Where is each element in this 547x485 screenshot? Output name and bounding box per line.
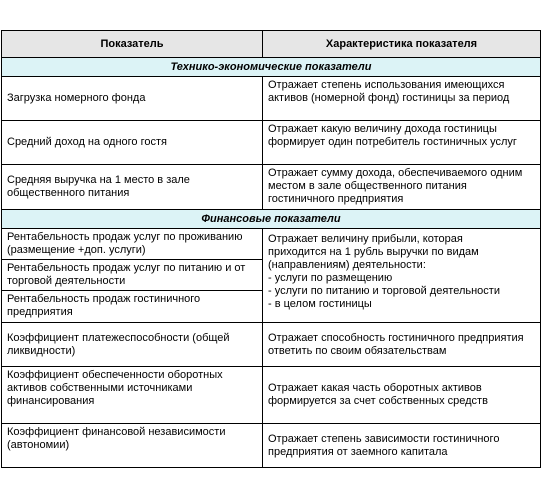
- description-line: - услуги по размещению: [268, 272, 393, 284]
- indicator-cell: Рентабельность продаж услуг по проживанию (размещение +доп. услуги): [2, 229, 263, 260]
- description-line: - услуги по питанию и торговой деятельности: [268, 285, 500, 297]
- indicator-cell: Коэффициент финансовой независимости (автономии): [2, 424, 263, 468]
- table-row: [2, 229, 541, 260]
- indicator-cell: Рентабельность продаж услуг по питанию и от торговой деятельности: [2, 260, 263, 291]
- description-line: приходится на 1 рубль выручки по видам: [268, 246, 479, 258]
- table-row: [2, 77, 541, 121]
- description-cell: Отражает способность гостиничного предприятия ответить по своим обязательствам: [263, 323, 541, 367]
- header-description: Характеристика показателя: [263, 31, 541, 58]
- description-line: - в целом гостиницы: [268, 298, 372, 310]
- section-row-financial: [2, 210, 541, 229]
- table-row: [2, 367, 541, 424]
- indicators-table: [1, 30, 541, 468]
- indicator-cell: Коэффициент платежеспособности (общей ликвидности): [2, 323, 263, 367]
- description-cell-merged: [263, 229, 541, 323]
- indicator-cell: Средняя выручка на 1 место в зале общественного питания: [2, 165, 263, 210]
- description-line: (направлениям) деятельности:: [268, 259, 426, 271]
- indicator-cell: Коэффициент обеспеченности оборотных активов собственными источниками финансирования: [2, 367, 263, 424]
- description-cell: Отражает сумму дохода, обеспечиваемого одним местом в зале общественного питания гостиничного предприятия: [263, 165, 541, 210]
- description-cell: Отражает какая часть оборотных активов формируется за счет собственных средств: [263, 367, 541, 424]
- indicator-cell: Средний доход на одного гостя: [2, 121, 263, 165]
- table-row: [2, 424, 541, 468]
- section-row-technical: [2, 58, 541, 77]
- description-cell: Отражает степень зависимости гостиничного предприятия от заемного капитала: [263, 424, 541, 468]
- indicator-cell: Загрузка номерного фонда: [2, 77, 263, 121]
- indicator-cell: Рентабельность продаж гостиничного предприятия: [2, 291, 263, 323]
- description-cell: Отражает степень использования имеющихся активов (номерной фонд) гостиницы за период: [263, 77, 541, 121]
- description-cell: Отражает какую величину дохода гостиницы формирует один потребитель гостиничных услуг: [263, 121, 541, 165]
- description-line: Отражает величину прибыли, которая: [268, 233, 463, 245]
- table-row: [2, 323, 541, 367]
- section-technical-title: Технико-экономические показатели: [2, 58, 541, 77]
- table-row: [2, 165, 541, 210]
- table-row: [2, 121, 541, 165]
- header-indicator: Показатель: [2, 31, 263, 58]
- header-row: [2, 31, 541, 58]
- section-financial-title: Финансовые показатели: [2, 210, 541, 229]
